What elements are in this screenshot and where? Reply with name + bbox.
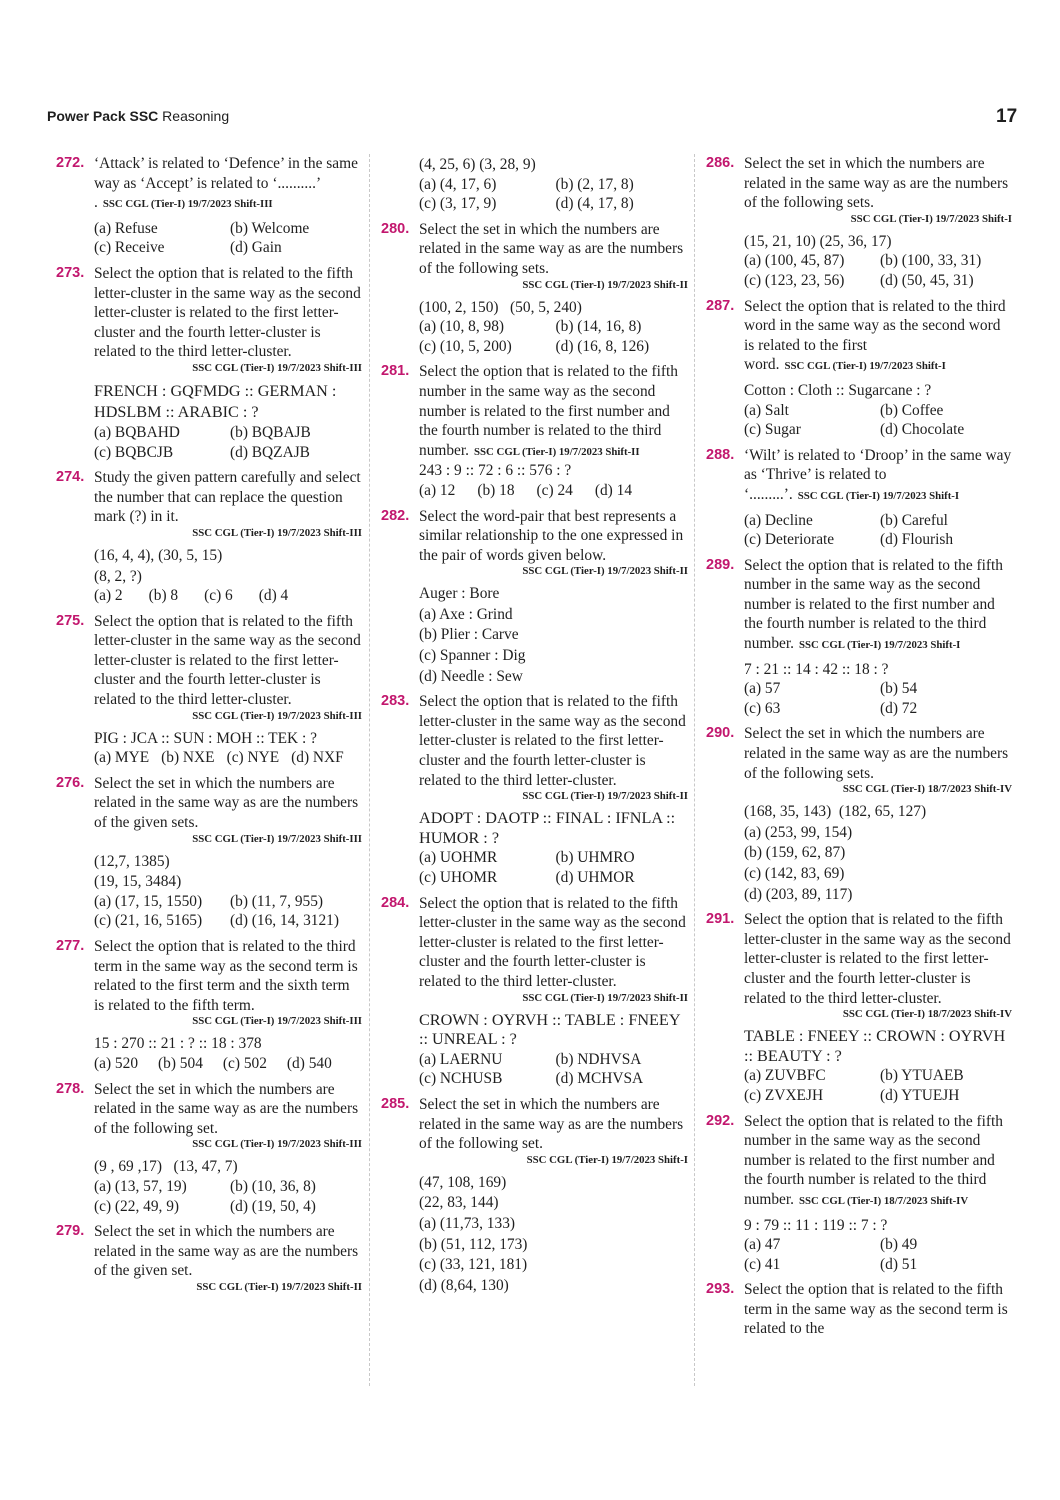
option-b: (b) Welcome <box>230 219 310 237</box>
question-276 <box>56 774 362 931</box>
option-a: (a) 47 <box>744 1236 781 1254</box>
running-head <box>47 108 229 124</box>
exam-source: SSC CGL (Tier-I) 19/7/2023 Shift-III <box>192 832 362 845</box>
option-d: (d) (16, 8, 126) <box>555 337 650 355</box>
exam-source: SSC CGL (Tier-I) 19/7/2023 Shift-I <box>850 212 1012 225</box>
question-279-continued <box>381 155 688 214</box>
exam-source: SSC CGL (Tier-I) 19/7/2023 Shift-II <box>522 278 688 291</box>
question-278 <box>56 1080 362 1217</box>
question-text: Select the set in which the numbers are related in the same way as are the numbers of the following set. <box>94 1080 359 1137</box>
question-text <box>744 556 1012 654</box>
question-given: 243 : 9 :: 72 : 6 :: 576 : ? <box>419 462 572 480</box>
question-292 <box>706 1112 1012 1275</box>
exam-source: SSC CGL (Tier-I) 19/7/2023 Shift-I <box>784 360 946 373</box>
question-given: ADOPT : DAOTP :: FINAL : IFNLA :: HUMOR : ? <box>419 809 676 847</box>
question-given: Cotton : Cloth :: Sugarcane : ? <box>744 381 932 399</box>
column-right <box>706 154 1012 1345</box>
question-given: (47, 108, 169) <box>419 1173 507 1191</box>
question-272 <box>56 154 362 258</box>
option-c: (c) (123, 23, 56) <box>744 271 845 289</box>
options <box>419 1050 688 1089</box>
option-c: (c) (21, 16, 5165) <box>94 912 203 930</box>
question-text: Select the set in which the numbers are related in the same way as are the numbers of the following set. <box>419 1095 684 1153</box>
option-b: (b) Coffee <box>880 401 944 419</box>
option-b: (b) (11, 7, 955) <box>230 892 324 910</box>
question-274 <box>56 468 362 606</box>
option-a: (a) (11,73, 133) <box>419 1214 516 1232</box>
question-text <box>744 1112 1012 1210</box>
options <box>94 1054 362 1074</box>
option-c: (c) NYE <box>226 749 280 767</box>
question-number: 275. <box>56 612 85 629</box>
question-given: PIG : JCA :: SUN : MOH :: TEK : ? <box>94 729 317 747</box>
question-number: 289. <box>706 556 735 573</box>
option-a: (a) BQBAHD <box>94 423 180 441</box>
question-given: (8, 2, ?) <box>94 567 142 585</box>
question-290 <box>706 724 1012 904</box>
question-stem: Select the option that is related to the fifth number in the same way as the second number is related to the first number and the fourth number is related to the third number. <box>419 363 679 459</box>
question-text: Study the given pattern carefully and select the number that can replace the question mark (?) in it. <box>94 469 361 526</box>
question-given: (12,7, 1385) <box>94 852 170 870</box>
option-b: (b) 54 <box>880 680 918 698</box>
question-291 <box>706 910 1012 1105</box>
option-b: (b) (10, 36, 8) <box>230 1177 316 1195</box>
question-287 <box>706 297 1012 440</box>
options <box>419 605 688 686</box>
question-number: 276. <box>56 774 85 791</box>
question-text: Select the word-pair that best represents a similar relationship to the one expressed in the pair of words given below. <box>419 507 684 564</box>
question-given: (19, 15, 3484) <box>94 873 182 891</box>
question-288 <box>706 446 1012 550</box>
option-b: (b) (159, 62, 87) <box>744 844 846 862</box>
option-a: (a) Refuse <box>94 219 158 237</box>
option-a: (a) UOHMR <box>419 849 498 867</box>
question-number: 285. <box>381 1095 410 1112</box>
option-b: (b) (2, 17, 8) <box>555 175 634 193</box>
options <box>94 892 362 931</box>
question-number: 280. <box>381 220 410 237</box>
question-given: (22, 83, 144) <box>419 1194 499 1212</box>
question-stem: Select the option that is related to the fifth number in the same way as the second number is related to the first number and the fourth number is related to the third number. <box>744 1112 1004 1208</box>
option-d: (d) (8,64, 130) <box>419 1276 509 1294</box>
question-given: TABLE : FNEEY :: CROWN : OYRVH :: BEAUTY : ? <box>744 1027 1006 1065</box>
exam-source: SSC CGL (Tier-I) 18/7/2023 Shift-IV <box>842 783 1012 796</box>
option-a: (a) 520 <box>94 1054 139 1072</box>
option-a: (a) MYE <box>94 749 150 767</box>
option-d: (d) (203, 89, 117) <box>744 885 853 903</box>
exam-source: SSC CGL (Tier-I) 18/7/2023 Shift-IV <box>799 1194 969 1207</box>
question-given: (9 , 69 ,17) (13, 47, 7) <box>94 1158 238 1176</box>
options <box>744 1235 1012 1274</box>
question-given: 7 : 21 :: 14 : 42 :: 18 : ? <box>744 660 889 678</box>
options <box>94 423 362 462</box>
option-a: (a) (253, 99, 154) <box>744 823 853 841</box>
option-b: (b) 49 <box>880 1236 918 1254</box>
exam-source: SSC CGL (Tier-I) 19/7/2023 Shift-III <box>102 198 273 211</box>
option-d: (d) (50, 45, 31) <box>880 271 974 289</box>
option-c: (c) 41 <box>744 1255 781 1273</box>
options <box>419 848 688 887</box>
option-b: (b) (14, 16, 8) <box>555 318 642 336</box>
option-a: (a) Salt <box>744 401 789 419</box>
option-a: (a) 12 <box>419 481 456 499</box>
exam-source: SSC CGL (Tier-I) 19/7/2023 Shift-II <box>474 445 640 458</box>
question-279 <box>56 1222 362 1294</box>
option-b: (b) BQBAJB <box>230 423 311 441</box>
question-given: Auger : Bore <box>419 585 500 603</box>
option-c: (c) Spanner : Dig <box>419 647 526 665</box>
options <box>419 1214 688 1295</box>
options <box>94 748 362 768</box>
question-284 <box>381 894 688 1089</box>
option-c: (c) ZVXEJH <box>744 1086 824 1104</box>
question-number: 291. <box>706 911 735 928</box>
question-number: 282. <box>381 507 410 524</box>
option-c: (c) UHOMR <box>419 869 498 886</box>
exam-source: SSC CGL (Tier-I) 19/7/2023 Shift-III <box>192 1015 362 1028</box>
question-text <box>419 362 688 460</box>
exam-source: SSC CGL (Tier-I) 19/7/2023 Shift-II <box>522 991 688 1004</box>
question-281 <box>381 362 688 500</box>
question-given: (16, 4, 4), (30, 5, 15) <box>94 546 223 564</box>
option-c: (c) (22, 49, 9) <box>94 1197 180 1215</box>
exam-source: SSC CGL (Tier-I) 19/7/2023 Shift-III <box>192 526 362 539</box>
option-c: (c) 502 <box>222 1054 267 1072</box>
question-275 <box>56 612 362 768</box>
question-given: (168, 35, 143) (182, 65, 127) <box>744 803 927 821</box>
question-number: 293. <box>706 1281 735 1298</box>
option-b: (b) (100, 33, 31) <box>880 252 982 270</box>
exam-source: SSC CGL (Tier-I) 19/7/2023 Shift-I <box>799 639 961 652</box>
question-number: 272. <box>56 155 85 171</box>
question-given: (100, 2, 150) (50, 5, 240) <box>419 298 582 316</box>
option-c: (c) Sugar <box>744 421 801 439</box>
question-text: Select the option that is related to the fifth letter-cluster in the same way as the second letter-cluster is related to the first letter-cluster and the fourth letter-cluster is related to the third letter-cluster. <box>94 612 361 709</box>
exam-source: SSC CGL (Tier-I) 18/7/2023 Shift-IV <box>842 1008 1012 1021</box>
column-divider <box>694 154 695 1386</box>
exam-source: SSC CGL (Tier-I) 19/7/2023 Shift-III <box>192 1138 362 1151</box>
option-d: (d) (19, 50, 4) <box>230 1197 316 1215</box>
option-c: (c) 24 <box>536 481 573 499</box>
options <box>94 219 362 258</box>
option-d: (d) 540 <box>286 1054 332 1072</box>
option-b: (b) Careful <box>880 511 948 529</box>
option-d: (d) NXF <box>291 749 344 767</box>
option-c: (c) (142, 83, 69) <box>744 865 845 882</box>
question-text: Select the set in which the numbers are related in the same way as are the numbers of the following sets. <box>744 155 1009 212</box>
exam-source: SSC CGL (Tier-I) 19/7/2023 Shift-II <box>196 1280 362 1293</box>
question-number: 277. <box>56 938 85 954</box>
column-middle <box>381 154 688 1301</box>
options <box>744 1066 1012 1105</box>
question-given: 9 : 79 :: 11 : 119 :: 7 : ? <box>744 1216 888 1234</box>
question-given: CROWN : OYRVH :: TABLE : FNEEY :: UNREAL : ? <box>419 1010 680 1049</box>
question-283 <box>381 692 688 887</box>
option-d: (d) 4 <box>258 587 289 605</box>
option-b: (b) UHMRO <box>555 849 635 867</box>
option-a: (a) (100, 45, 87) <box>744 252 845 270</box>
question-stem: ‘Wilt’ is related to ‘Droop’ in the same way as ‘Thrive’ is related to ‘.........’. <box>744 446 1012 503</box>
column-divider <box>369 154 370 1386</box>
question-number: 288. <box>706 446 735 463</box>
question-text <box>94 154 362 213</box>
option-d: (d) MCHVSA <box>555 1070 644 1088</box>
exam-source: SSC CGL (Tier-I) 19/7/2023 Shift-II <box>522 790 688 803</box>
option-d: (d) Needle : Sew <box>419 667 523 685</box>
question-text: Select the option that is related to the fifth term in the same way as the second term is related to the <box>744 1281 1008 1338</box>
question-text: Select the set in which the numbers are related in the same way as are the numbers of the following sets. <box>744 725 1009 782</box>
question-280 <box>381 220 688 357</box>
exam-source: SSC CGL (Tier-I) 19/7/2023 Shift-III <box>192 709 362 722</box>
options <box>744 251 1012 290</box>
question-given: (15, 21, 10) (25, 36, 17) <box>744 232 892 250</box>
options <box>744 511 1012 550</box>
question-stem: Select the option that is related to the fifth number in the same way as the second number is related to the first number and the fourth number is related to the third number. <box>744 556 1004 653</box>
question-number: 281. <box>381 363 410 380</box>
book-brand: Power Pack SSC <box>47 108 159 124</box>
option-a: (a) (13, 57, 19) <box>94 1177 187 1195</box>
question-text <box>744 446 1012 505</box>
option-d: (d) BQZAJB <box>230 443 310 461</box>
options <box>94 1177 362 1216</box>
exam-source: SSC CGL (Tier-I) 19/7/2023 Shift-III <box>192 361 362 374</box>
book-subject: Reasoning <box>162 108 230 124</box>
option-c: (c) (3, 17, 9) <box>419 195 497 213</box>
option-a: (a) (10, 8, 98) <box>419 318 505 336</box>
option-b: (b) 8 <box>148 587 179 605</box>
question-number: 292. <box>706 1112 735 1129</box>
option-d: (d) (4, 17, 8) <box>555 195 634 213</box>
option-a: (a) (17, 15, 1550) <box>94 892 203 910</box>
question-number: 287. <box>706 297 735 314</box>
option-c: (c) 6 <box>204 587 233 605</box>
option-d: (d) Chocolate <box>880 421 965 439</box>
column-left <box>56 154 362 1300</box>
option-d: (d) 14 <box>594 481 633 499</box>
question-number: 283. <box>381 693 410 710</box>
question-number: 290. <box>706 725 735 742</box>
option-c: (c) NCHUSB <box>419 1070 503 1088</box>
question-number: 274. <box>56 469 85 486</box>
question-number: 279. <box>56 1223 85 1240</box>
option-d: (d) Gain <box>230 239 282 257</box>
options <box>419 317 688 356</box>
option-d: (d) YTUEJH <box>880 1086 960 1104</box>
question-286 <box>706 154 1012 291</box>
option-b: (b) NDHVSA <box>555 1050 642 1068</box>
option-b: (b) 18 <box>477 481 515 499</box>
option-a: (a) LAERNU <box>419 1050 503 1068</box>
question-293 <box>706 1280 1012 1339</box>
option-d: (d) (16, 14, 3121) <box>230 912 339 930</box>
question-289 <box>706 556 1012 719</box>
option-a: (a) Decline <box>744 511 813 529</box>
option-c: (c) (33, 121, 181) <box>419 1256 528 1274</box>
question-text <box>744 297 1012 375</box>
question-273 <box>56 264 362 462</box>
page-number: 17 <box>996 106 1018 127</box>
option-a: (a) (4, 17, 6) <box>419 175 497 193</box>
option-a: (a) Axe : Grind <box>419 605 513 623</box>
exam-source: SSC CGL (Tier-I) 19/7/2023 Shift-I <box>526 1153 688 1166</box>
question-given: FRENCH : GQFMDG :: GERMAN : HDSLBM :: ARABIC : ? <box>94 381 337 421</box>
question-given: 15 : 270 :: 21 : ? :: 18 : 378 <box>94 1035 262 1053</box>
option-a: (a) 57 <box>744 680 781 698</box>
option-c: (c) 63 <box>744 699 781 717</box>
question-285 <box>381 1095 688 1295</box>
question-text: Select the option that is related to the third term in the same way as the second term is related to the first term and the sixth term is related to the fifth term. <box>94 938 358 1014</box>
option-b: (b) (51, 112, 173) <box>419 1235 528 1253</box>
exam-source: SSC CGL (Tier-I) 19/7/2023 Shift-II <box>522 565 688 578</box>
question-text: Select the option that is related to the fifth letter-cluster in the same way as the second letter-cluster is related to the first letter-cluster and the fourth letter-cluster is related to the third letter-cluster. <box>744 911 1011 1007</box>
question-stem: ‘Attack’ is related to ‘Defence’ in the same way as ‘Accept’ is related to ‘..........’ . <box>94 155 358 212</box>
question-number: 286. <box>706 155 735 171</box>
exam-source: SSC CGL (Tier-I) 19/7/2023 Shift-I <box>797 489 960 502</box>
question-text: Select the option that is related to the fifth letter-cluster in the same way as the second letter-cluster is related to the first letter-cluster and the fourth letter-cluster is related to the third letter-cluster. <box>94 264 361 361</box>
option-d: (d) Flourish <box>880 531 954 549</box>
options <box>419 175 688 214</box>
options <box>744 401 1012 440</box>
option-c: (c) BQBCJB <box>94 443 174 461</box>
option-c: (c) (10, 5, 200) <box>419 337 512 355</box>
question-text: Select the set in which the numbers are related in the same way as are the numbers of the given sets. <box>94 774 359 832</box>
options <box>94 586 362 606</box>
options <box>744 823 1012 904</box>
option-b: (b) 504 <box>158 1054 203 1072</box>
question-number: 284. <box>381 894 410 911</box>
question-stem: Select the option that is related to the third word in the same way as the second word is related to the first word. <box>744 297 1006 374</box>
option-d: (d) UHMOR <box>555 869 635 886</box>
option-a: (a) 2 <box>94 587 123 605</box>
options <box>419 481 688 501</box>
option-a: (a) ZUVBFC <box>744 1067 826 1085</box>
option-b: (b) YTUAEB <box>880 1067 964 1085</box>
options <box>744 679 1012 718</box>
question-number: 273. <box>56 264 85 281</box>
option-b: (b) NXE <box>161 749 215 767</box>
question-282 <box>381 507 688 687</box>
question-given: (4, 25, 6) (3, 28, 9) <box>419 156 536 173</box>
question-number: 278. <box>56 1080 85 1097</box>
question-text: Select the option that is related to the fifth letter-cluster in the same way as the second letter-cluster is related to the first letter-cluster and the fourth letter-cluster is related to the third letter-cluster. <box>419 693 686 789</box>
option-d: (d) 72 <box>880 699 918 717</box>
question-text: Select the option that is related to the fifth letter-cluster in the same way as the second letter-cluster is related to the first letter-cluster and the fourth letter-cluster is related to the third letter-cluster. <box>419 894 686 990</box>
option-c: (c) Receive <box>94 239 165 257</box>
question-277 <box>56 937 362 1074</box>
option-c: (c) Deteriorate <box>744 531 835 549</box>
question-text: Select the set in which the numbers are related in the same way as are the numbers of the following sets. <box>419 220 684 277</box>
question-text: Select the set in which the numbers are related in the same way as are the numbers of the given set. <box>94 1223 359 1280</box>
option-d: (d) 51 <box>880 1255 918 1273</box>
option-b: (b) Plier : Carve <box>419 626 519 644</box>
